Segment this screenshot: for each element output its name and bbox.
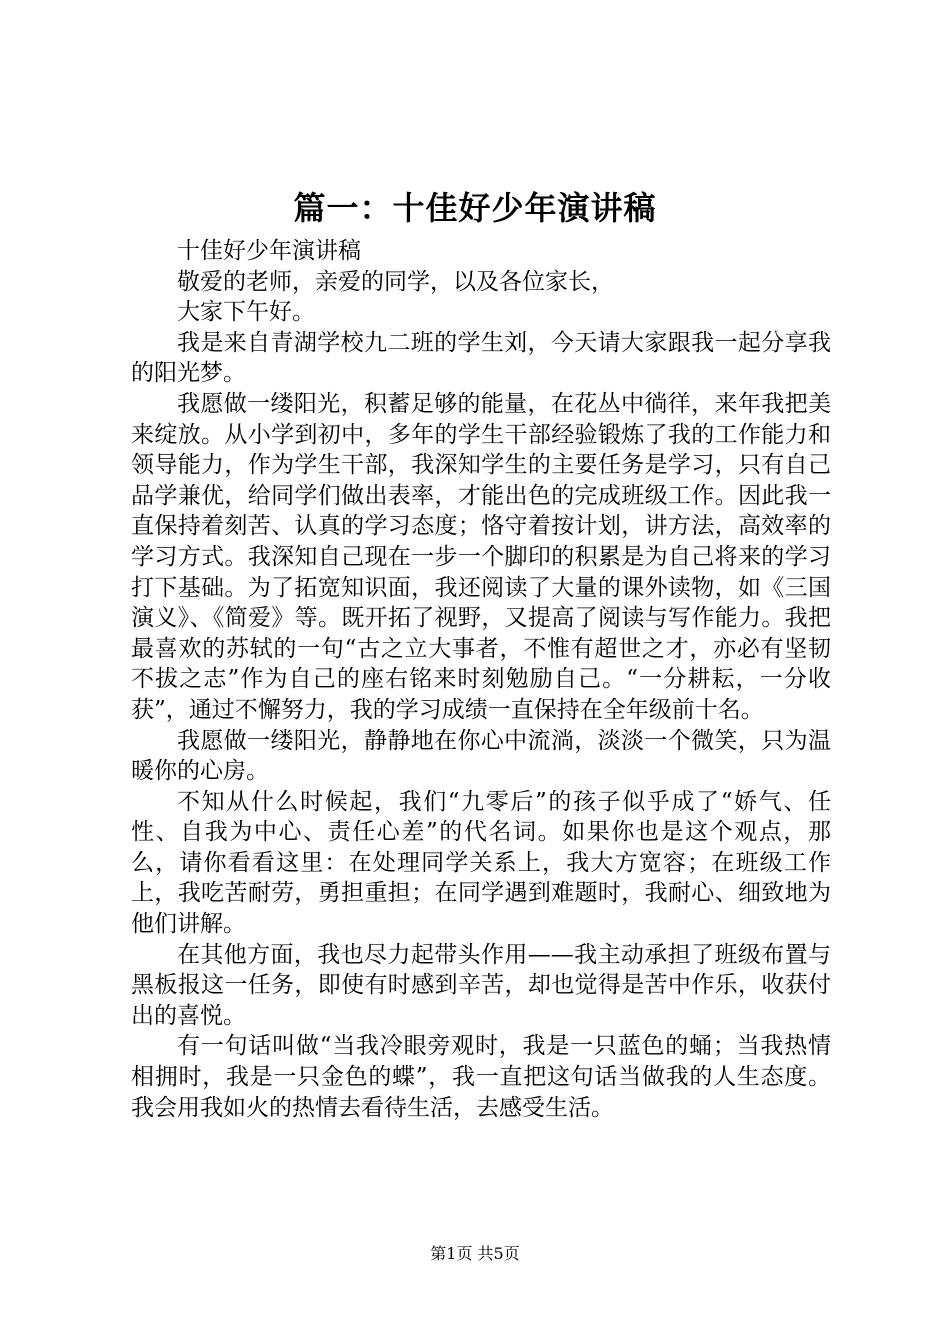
paragraph-sunshine-study: 我愿做一缕阳光，积蓄足够的能量，在花丛中徜徉，来年我把美来绽放。从小学到初中，多年的学生干部经验锻炼了我的工作能力和领导能力，作为学生干部，我深知学生的主要任务是学习，只有自己品学兼优，给同学们做出表率，才能出色的完成班级工作。因此我一直保持着刻苦、认真的学习态度；恪守着按计划，讲方法，高效率的学习方式。我深知自己现在一步一个脚印的积累是为自己将来的学习打下基础。为了拓宽知识面，我还阅读了大量的课外读物，如《三国演义》、《简爱》等。既开拓了视野，又提高了阅读与写作能力。我把最喜欢的苏轼的一句“古之立大事者，不惟有超世之才，亦必有坚韧不拔之志”作为自己的座右铭来时刻勉励自己。“一分耕耘，一分收获”，通过不懈努力，我的学习成绩一直保持在全年级前十名。 — [131, 390, 831, 723]
paragraph-greeting: 大家下午好。 — [177, 299, 315, 326]
paragraph-sunshine-warmth: 我愿做一缕阳光，静静地在你心中流淌，淡淡一个微笑，只为温暖你的心房。 — [131, 727, 831, 785]
page-number-footer: 第1页 共5页 — [430, 1244, 520, 1263]
paragraph-heading: 十佳好少年演讲稿 — [177, 238, 361, 264]
document-title: 篇一：十佳好少年演讲稿 — [293, 189, 657, 227]
paragraph-butterfly: 有一句话叫做“当我冷眼旁观时，我是一只蓝色的蛹；当我热情相拥时，我是一只金色的蝶”，我一直把这句话当做我的人生态度。我会用我如火的热情去看待生活，去感受生活。 — [131, 1033, 831, 1121]
paragraph-intro: 我是来自青湖学校九二班的学生刘，今天请大家跟我一起分享我的阳光梦。 — [131, 329, 831, 387]
paragraph-salutation: 敬爱的老师，亲爱的同学，以及各位家长， — [177, 268, 614, 295]
paragraph-leadership: 在其他方面，我也尽力起带头作用——我主动承担了班级布置与黑板报这一任务，即使有时感到辛苦，却也觉得是苦中作乐，收获付出的喜悦。 — [131, 941, 831, 1029]
paragraph-post-90s: 不知从什么时候起，我们“九零后”的孩子似乎成了“娇气、任性、自我为中心、责任心差”的代名词。如果你也是这个观点，那么，请你看看这里：在处理同学关系上，我大方宽容；在班级工作上，我吃苦耐劳，勇担重担；在同学遇到难题时，我耐心、细致地为他们讲解。 — [131, 788, 831, 938]
document-body — [131, 236, 831, 1123]
